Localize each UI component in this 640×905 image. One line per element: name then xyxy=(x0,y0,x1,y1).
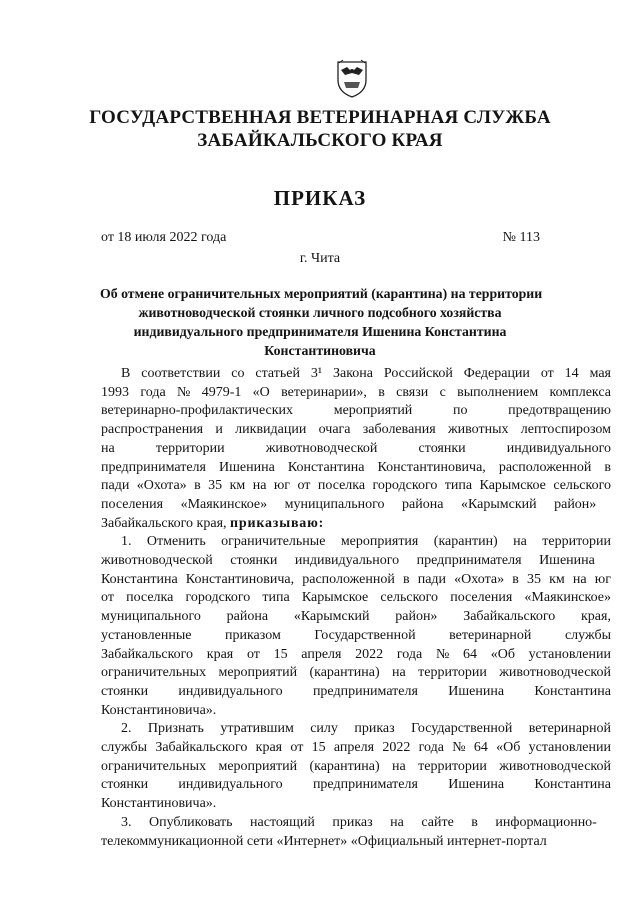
text-line xyxy=(101,664,611,683)
text-segment: 1. Отменить ограничительные мероприятия (карантин) на территории xyxy=(121,534,611,550)
text-segment: Константина xyxy=(534,683,611,699)
text-segment: район» xyxy=(395,609,438,625)
text-segment: распространения и ликвидации очага заболевания животных лептоспирозом xyxy=(101,422,611,438)
coat-of-arms-emblem xyxy=(335,58,369,98)
text-line xyxy=(101,702,611,721)
text-segment: Константиновича». xyxy=(101,796,217,812)
text-line xyxy=(101,384,611,403)
text-segment: Ишенина xyxy=(448,777,505,793)
text-segment: службы xyxy=(564,627,611,643)
text-line xyxy=(101,421,611,440)
text-line xyxy=(101,402,611,421)
preamble-paragraph xyxy=(101,365,611,515)
text-segment: предпринимателя xyxy=(312,683,418,699)
text-segment: телекоммуникационной сети «Интернет» «Официальный интернет-портал xyxy=(101,833,547,849)
text-line xyxy=(101,459,611,478)
text-segment: пади «Охота» в 35 км на юг от поселка городского типа Карымское сельского xyxy=(101,478,611,494)
order-date: от 18 июля 2022 года xyxy=(101,230,227,245)
order-body xyxy=(101,365,611,851)
city: г. Чита xyxy=(299,251,341,266)
title-line: индивидуального предпринимателя Ишенина Константина xyxy=(133,324,507,339)
order-title xyxy=(100,284,543,360)
text-line xyxy=(101,496,611,515)
text-segment: края, xyxy=(581,609,611,625)
text-line xyxy=(101,477,611,496)
order-number: № 113 xyxy=(502,230,540,245)
text-segment: Забайкальского xyxy=(463,609,556,625)
text-segment: приказом xyxy=(224,627,281,643)
text-segment: на xyxy=(101,440,115,456)
text-line xyxy=(101,683,611,702)
text-segment: службы Забайкальского края от 15 апреля 2022 года № 64 «Об установлении xyxy=(101,740,611,756)
text-segment: Константина xyxy=(534,777,611,793)
text-line xyxy=(101,589,611,608)
order-item-3 xyxy=(101,814,611,851)
text-line xyxy=(101,552,611,571)
preamble-last-line xyxy=(101,515,611,534)
text-line xyxy=(101,533,611,552)
text-segment: стоянки xyxy=(101,777,149,793)
title-line: Об отмене ограничительных мероприятий (карантина) на территории xyxy=(100,286,543,301)
agency-name-line1: ГОСУДАРСТВЕННАЯ ВЕТЕРИНАРНАЯ СЛУЖБА xyxy=(89,107,551,128)
text-line xyxy=(101,833,611,852)
text-segment: поселения «Маякинское» муниципального района «Карымский район» xyxy=(101,496,597,512)
text-line xyxy=(101,776,611,795)
text-segment: 1993 года № 4979-1 «О ветеринарии», в связи с выполнением комплекса xyxy=(101,384,611,400)
text-segment: стоянки xyxy=(418,440,466,456)
text-segment: стоянки xyxy=(101,683,149,699)
text-line xyxy=(101,720,611,739)
text-line xyxy=(101,608,611,627)
text-segment: 3. Опубликовать настоящий приказ на сайте в информационно- xyxy=(121,814,597,830)
text-line xyxy=(101,814,611,833)
text-segment: от поселка городского типа Карымское сельского поселения «Маякинское» xyxy=(101,590,611,606)
text-segment: Государственной xyxy=(314,627,416,643)
text-segment: 2. Признать утратившим силу приказ Государственной ветеринарной xyxy=(121,721,611,737)
text-segment: по xyxy=(452,403,468,419)
text-line xyxy=(101,440,611,459)
text-segment: предотвращению xyxy=(508,403,611,419)
text-segment: индивидуального xyxy=(178,683,283,699)
title-line: Константиновича xyxy=(264,343,376,358)
text-segment: ограничительных мероприятий (карантина) на территории животноводческой xyxy=(101,665,611,681)
text-line xyxy=(101,646,611,665)
text-segment: территории xyxy=(155,440,225,456)
text-segment: района xyxy=(226,609,269,625)
text-segment: ограничительных мероприятий (карантина) на территории животноводческой xyxy=(101,758,611,774)
text-line xyxy=(101,739,611,758)
text-segment: предпринимателя Ишенина Константина Константиновича, расположенной в xyxy=(101,459,611,475)
text-line xyxy=(101,627,611,646)
text-line xyxy=(101,571,611,590)
text-segment: Ишенина xyxy=(448,683,505,699)
text-segment: В соответствии со статьей 3¹ Закона Российской Федерации от 14 мая xyxy=(121,366,611,381)
order-item-2 xyxy=(101,720,611,814)
text-segment: индивидуального xyxy=(506,440,611,456)
text-segment: Забайкальского края от 15 апреля 2022 года № 64 «Об установлении xyxy=(101,646,611,662)
preamble-last-text: Забайкальского края, xyxy=(101,515,231,531)
text-segment: предпринимателя xyxy=(312,777,418,793)
text-line xyxy=(101,795,611,814)
text-segment: установленные xyxy=(101,627,192,643)
text-segment: ветеринарно-профилактических xyxy=(101,403,294,419)
title-line: животноводческой стоянки личного подсобного хозяйства xyxy=(138,305,502,320)
text-segment: индивидуального xyxy=(178,777,283,793)
text-line xyxy=(101,365,611,384)
text-segment: Константина Константиновича, расположенной в пади «Охота» в 35 км на юг xyxy=(101,571,611,587)
document-type: ПРИКАЗ xyxy=(273,186,367,210)
order-keyword: приказываю: xyxy=(230,515,325,531)
text-line xyxy=(101,758,611,777)
text-segment: животноводческой стоянки индивидуального предпринимателя Ишенина xyxy=(101,553,595,569)
text-segment: муниципального xyxy=(101,609,201,625)
text-segment: «Карымский xyxy=(293,609,370,625)
text-segment: мероприятий xyxy=(333,403,413,419)
order-item-1 xyxy=(101,533,611,720)
text-segment: ветеринарной xyxy=(449,627,532,643)
agency-name-line2: ЗАБАЙКАЛЬСКОГО КРАЯ xyxy=(197,130,443,151)
text-segment: животноводческой xyxy=(265,440,378,456)
text-segment: Константиновича». xyxy=(101,702,217,718)
